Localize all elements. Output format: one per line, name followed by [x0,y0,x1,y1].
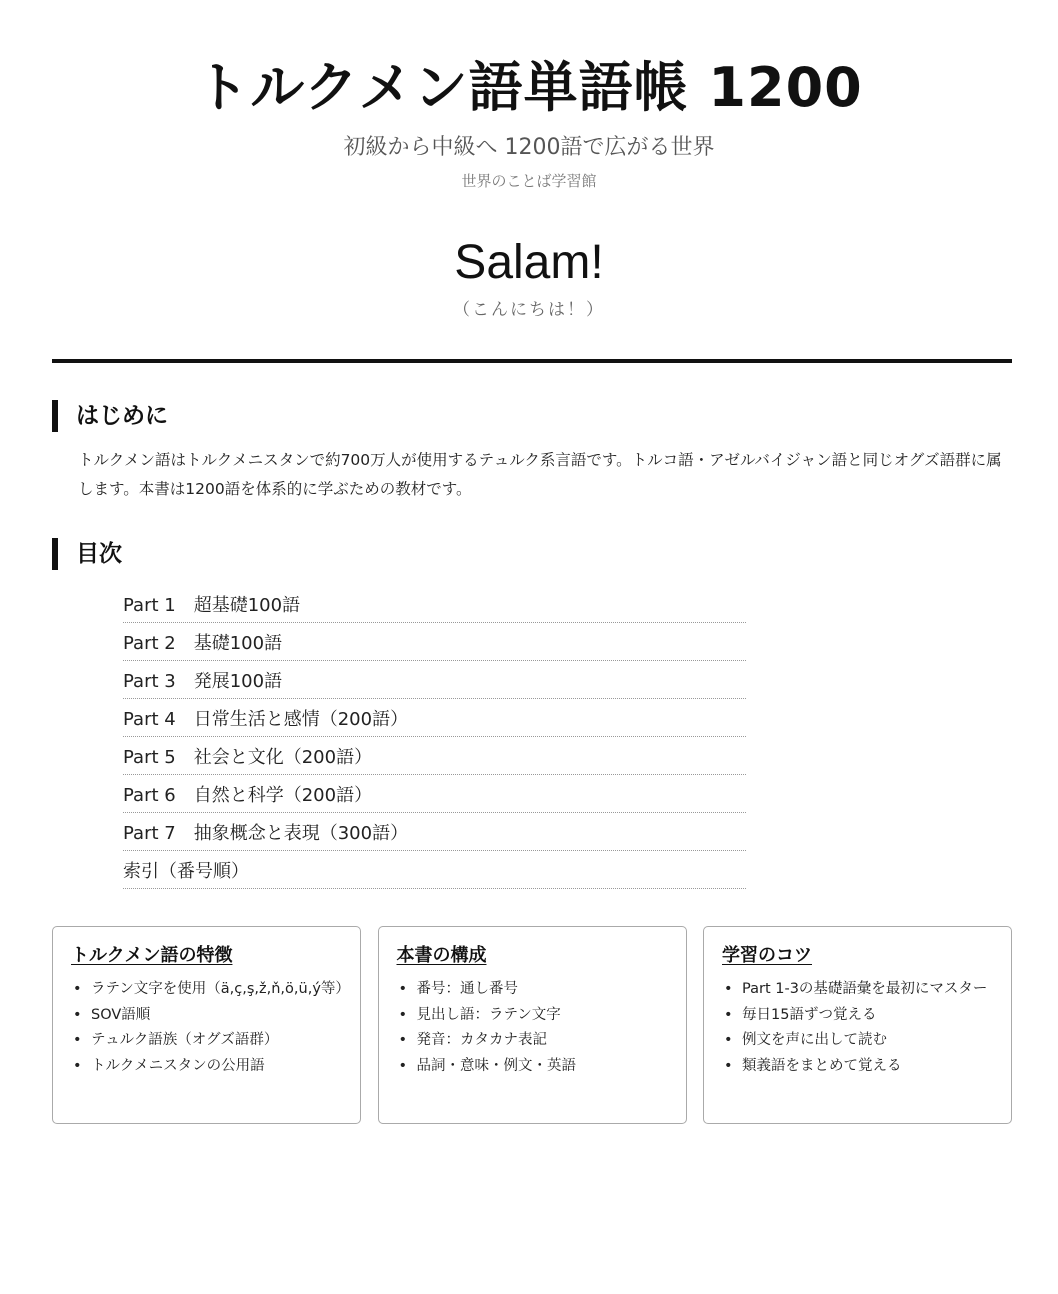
list-item: • 毎日15語ずつ覚える [722,1003,997,1029]
list-item: • 番号：通し番号 [397,977,672,1003]
table-of-contents [123,585,746,889]
greeting-text: Salam! [454,236,604,289]
toc-item[interactable]: Part 2 基礎100語 [123,623,746,661]
info-box-title: 本書の構成 [396,945,487,966]
toc-item[interactable]: Part 6 自然と科学（200語） [123,775,746,813]
list-item: • 発音：カタカナ表記 [397,1028,672,1054]
section-heading-intro [52,400,168,432]
greeting-translation: （こんにちは！） [453,300,605,320]
list-item: • 品詞・意味・例文・英語 [397,1054,672,1080]
list-item: • トルクメニスタンの公用語 [71,1054,346,1080]
section-heading-toc [52,538,122,570]
section-heading-label: 目次 [76,541,122,567]
info-box-list [397,977,672,1079]
toc-item[interactable]: 索引（番号順） [123,851,746,889]
list-item: • 類義語をまとめて覚える [722,1054,997,1080]
toc-item[interactable]: Part 3 発展100語 [123,661,746,699]
page-subtitle: 初級から中級へ 1200語で広がる世界 [343,135,715,160]
toc-item[interactable]: Part 7 抽象概念と表現（300語） [123,813,746,851]
info-box-list [722,977,997,1079]
list-item: • 見出し語：ラテン文字 [397,1003,672,1029]
info-box-list [71,977,350,1079]
list-item: • テュルク語族（オグズ語群） [71,1028,346,1054]
toc-item[interactable]: Part 5 社会と文化（200語） [123,737,746,775]
list-item: • ラテン文字を使用（ä,ç,ş,ž,ň,ö,ü,ý等） [71,977,346,1003]
info-box-structure [378,926,687,1124]
heading-bar [52,538,58,570]
heading-bar [52,400,58,432]
publisher-name: 世界のことば学習館 [461,172,597,190]
toc-item[interactable]: Part 1 超基礎100語 [123,585,746,623]
info-box-tips [703,926,1012,1124]
info-box-features [52,926,361,1124]
section-heading-label: はじめに [76,403,168,429]
list-item: • SOV語順 [71,1003,346,1029]
page-title: トルクメン語単語帳 1200 [195,56,863,119]
info-box-title: 学習のコツ [722,945,812,966]
header-divider [52,359,1012,363]
toc-item[interactable]: Part 4 日常生活と感情（200語） [123,699,746,737]
intro-paragraph: トルクメン語はトルクメニスタンで約700万人が使用するテュルク系言語です。トルコ語・アゼルバイジャン語と同じオグズ語群に属します。本書は1200語を体系的に学ぶための教材です。 [78,451,1002,498]
list-item: • 例文を声に出して読む [722,1028,997,1054]
info-box-title: トルクメン語の特徴 [71,945,233,966]
list-item: • Part 1-3の基礎語彙を最初にマスター [722,977,997,1003]
info-boxes [52,926,1012,1124]
